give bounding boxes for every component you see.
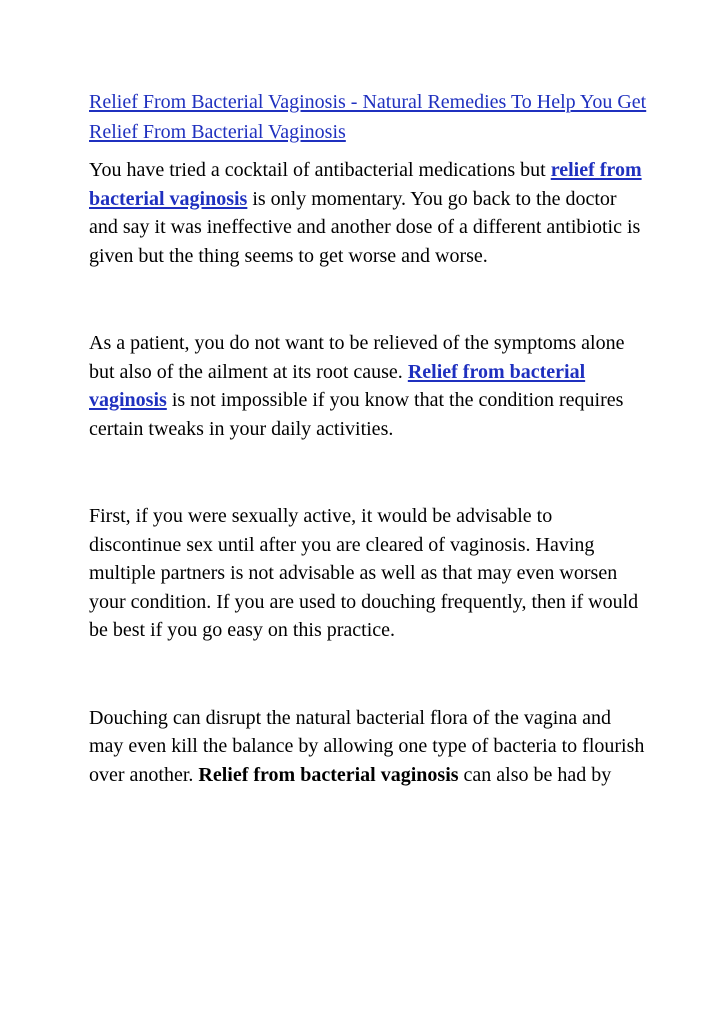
paragraph-4-bold-phrase: Relief from bacterial vaginosis <box>198 763 459 786</box>
paragraph-4-text-start: Douching can disrupt the natural bacterial flora of the vagina and may even kill the balance by allowing one type of bacteria to flourish over another. <box>89 706 645 786</box>
paragraph-2 <box>89 329 649 443</box>
paragraph-2-text-end: is not impossible if you know that the condition requires certain tweaks in your daily activities. <box>89 389 624 440</box>
paragraph-1-text-end: is only momentary. You go back to the doctor and say it was ineffective and another dose of a different antibiotic is given but the thing seems to get worse and worse. <box>89 187 641 267</box>
relief-link-1[interactable]: relief from bacterial vaginosis <box>89 159 642 210</box>
paragraph-1-text-start: You have tried a cocktail of antibacterial medications but <box>89 159 551 181</box>
paragraph-4-text-end: can also be had by <box>458 763 612 786</box>
paragraph-2-text-start: As a patient, you do not want to be relieved of the symptoms alone but also of the ailment at its root cause. <box>89 332 625 383</box>
paragraph-1 <box>89 156 649 270</box>
paragraph-3: First, if you were sexually active, it would be advisable to discontinue sex until after you are cleared of vaginosis. Having multiple partners is not advisable as well as that may even worsen your condition. If you are used to douching frequently, then if would be best if you go easy on this practice. <box>89 505 639 641</box>
paragraph-4 <box>89 704 649 790</box>
relief-link-2[interactable]: Relief from bacterial vaginosis <box>89 360 586 411</box>
document-page <box>89 88 649 789</box>
document-title-link[interactable]: Relief From Bacterial Vaginosis - Natural Remedies To Help You Get Relief From Bacterial Vaginosis <box>89 91 647 143</box>
